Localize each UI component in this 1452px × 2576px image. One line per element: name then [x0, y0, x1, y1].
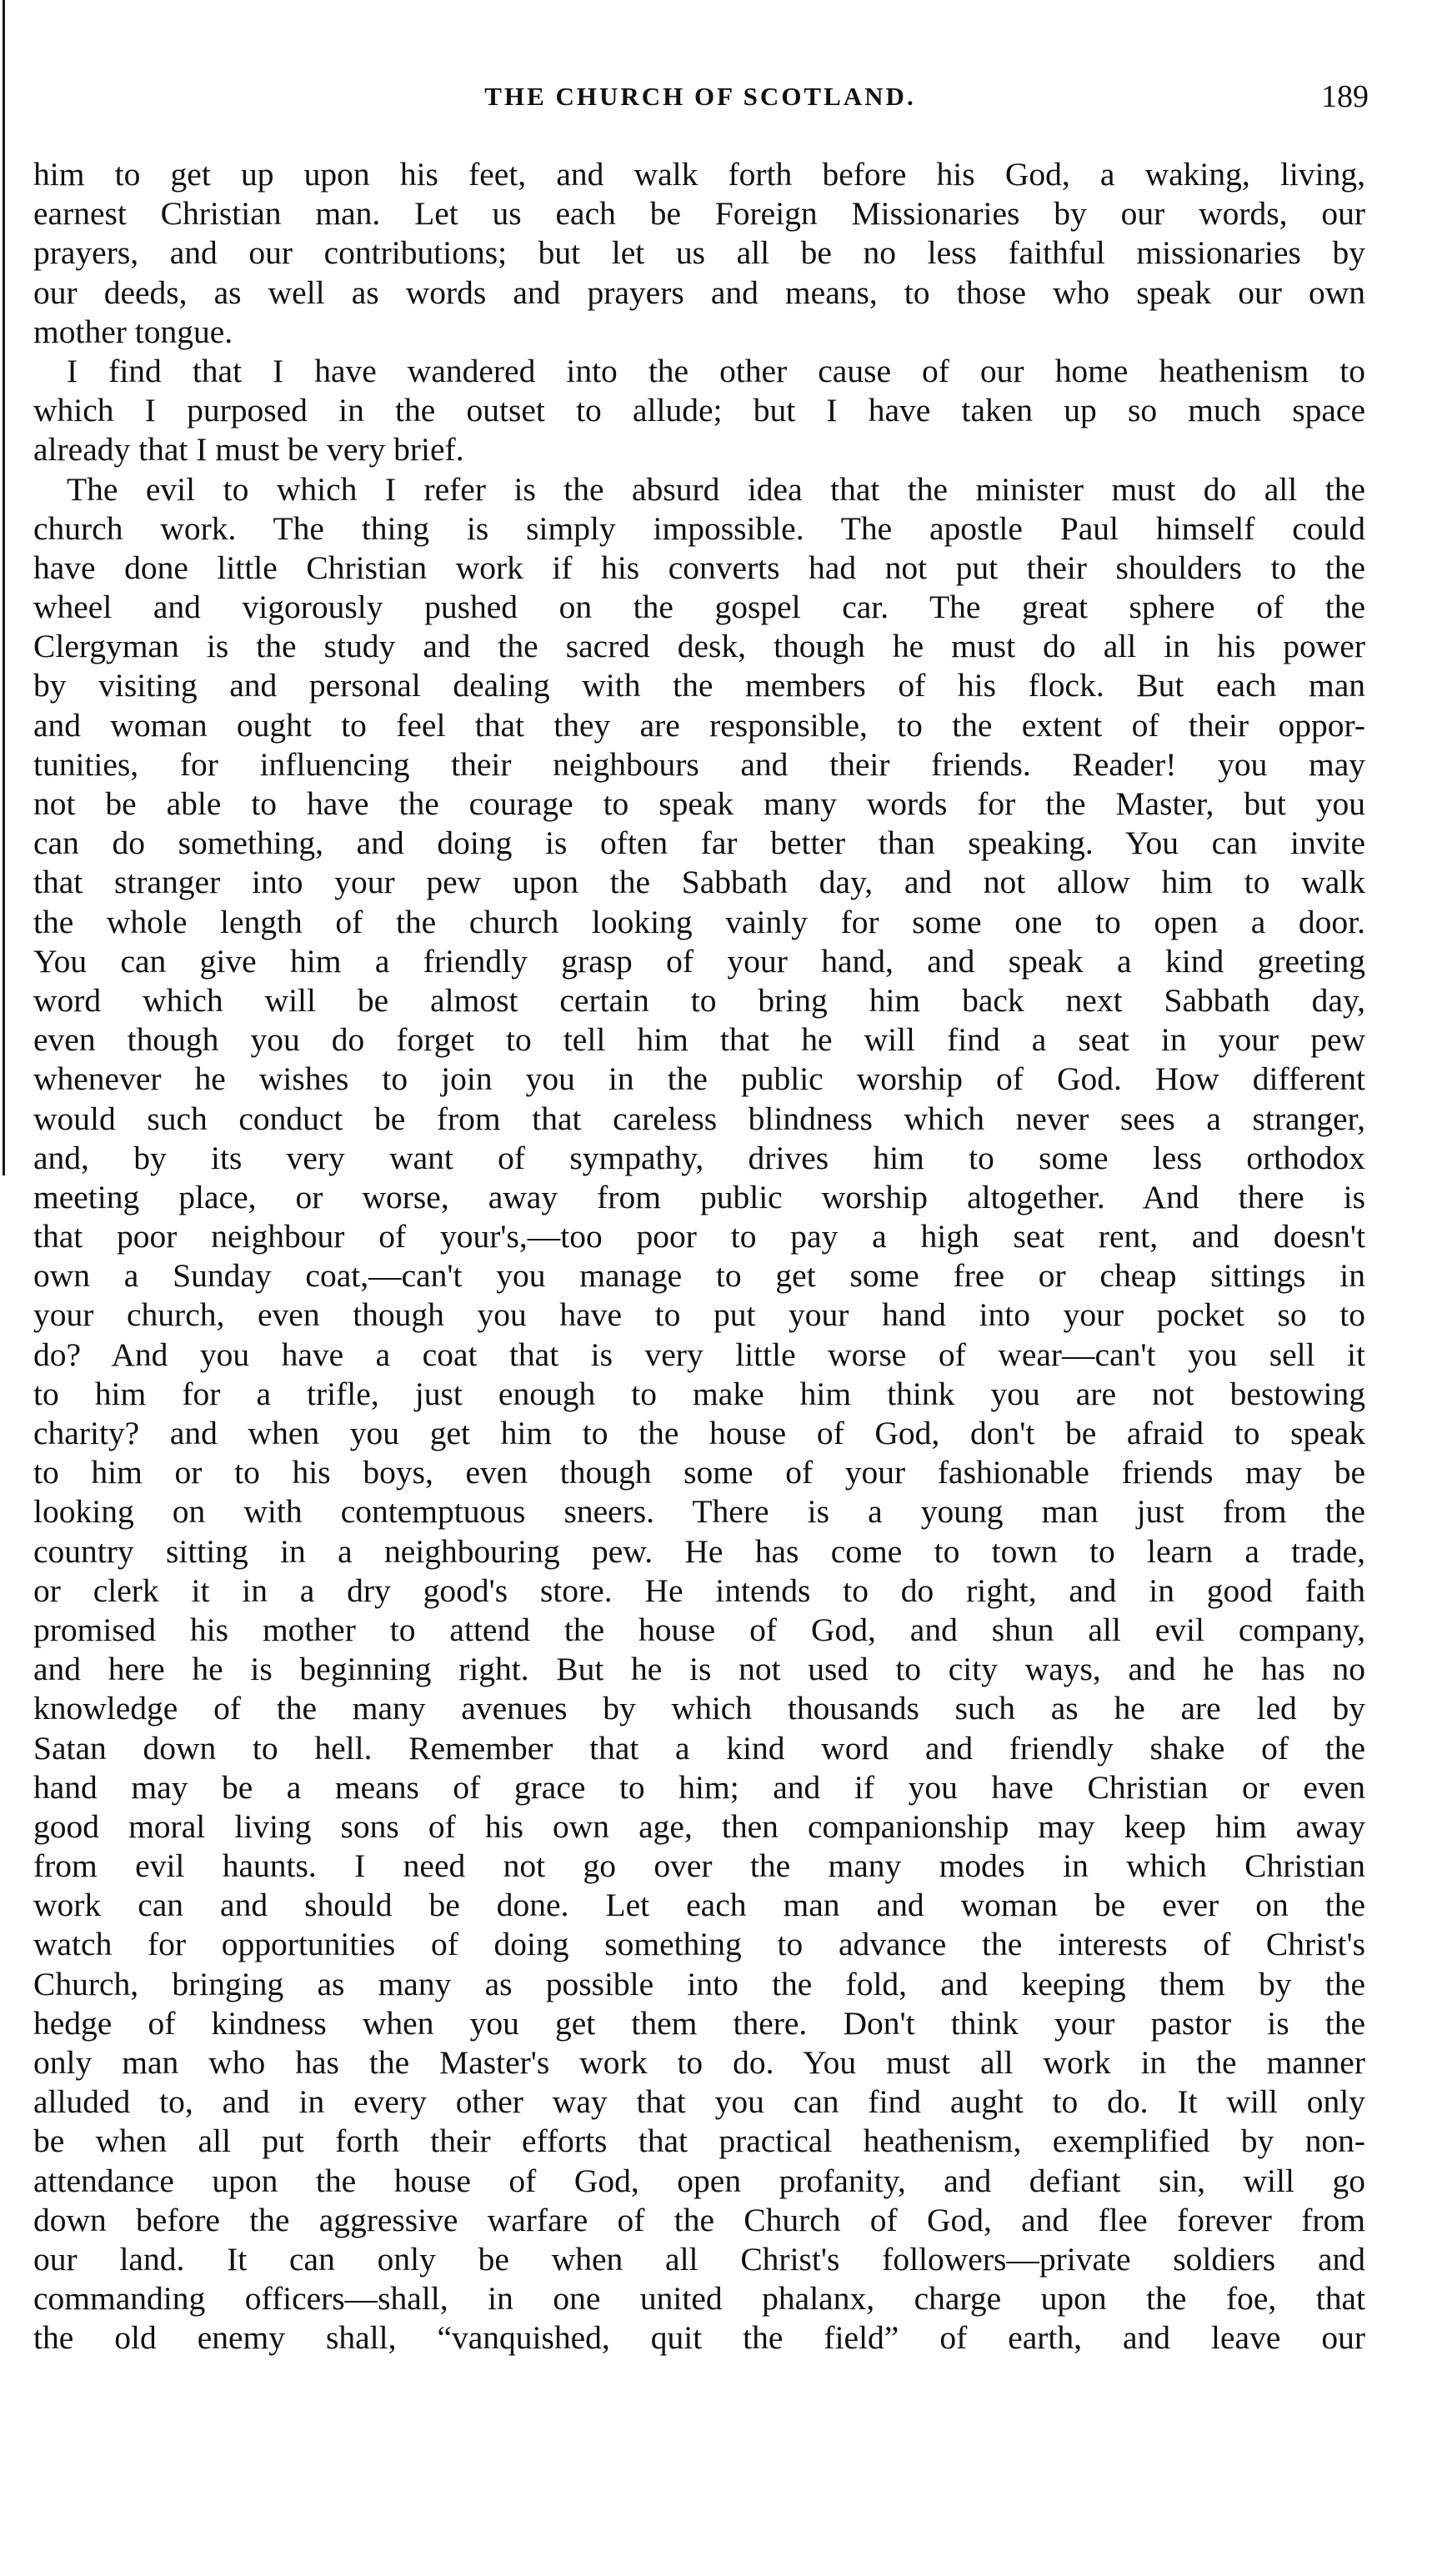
text-line: and here he is beginning right. But he is not used to city ways, and he has no	[33, 1651, 1365, 1688]
text-line: by visiting and personal dealing with the members of his flock. But each man	[33, 667, 1365, 704]
text-line: hedge of kindness when you get them there. Don't think your pastor is the	[33, 2004, 1365, 2042]
text-line: country sitting in a neighbouring pew. He has come to town to learn a trade,	[33, 1532, 1365, 1570]
text-line: earnest Christian man. Let us each be Foreign Missionaries by our words, our	[33, 195, 1365, 233]
text-line: tunities, for influencing their neighbours and their friends. Reader! you may	[33, 745, 1365, 783]
text-line: that poor neighbour of your's,—too poor to pay a high seat rent, and doesn't	[33, 1218, 1365, 1255]
text-line: alluded to, and in every other way that you can find aught to do. It will only	[33, 2083, 1365, 2121]
text-line: which I purposed in the outset to allude; but I have taken up so much space	[33, 392, 1365, 429]
text-line: You can give him a friendly grasp of your hand, and speak a kind greeting	[33, 942, 1365, 980]
body-text	[33, 155, 1365, 2358]
text-line: the old enemy shall, “vanquished, quit the field” of earth, and leave our	[33, 2319, 1365, 2357]
text-line: Satan down to hell. Remember that a kind word and friendly shake of the	[33, 1729, 1365, 1767]
running-title: THE CHURCH OF SCOTLAND.	[484, 82, 916, 111]
text-line: or clerk it in a dry good's store. He intends to do right, and in good faith	[33, 1571, 1365, 1609]
text-line: commanding officers—shall, in one united phalanx, charge upon the foe, that	[33, 2280, 1365, 2318]
text-line: charity? and when you get him to the house of God, don't be afraid to speak	[33, 1415, 1365, 1451]
text-line: promised his mother to attend the house of God, and shun all evil company,	[33, 1611, 1365, 1648]
text-line: be when all put forth their efforts that practical heathenism, exemplified by non-	[33, 2122, 1365, 2160]
text-line: looking on with contemptuous sneers. There is a young man just from the	[33, 1493, 1365, 1531]
text-line: church work. The thing is simply impossible. The apostle Paul himself could	[33, 509, 1365, 547]
text-line: from evil haunts. I need not go over the many modes in which Christian	[33, 1847, 1365, 1885]
text-line: not be able to have the courage to speak many words for the Master, but you	[33, 785, 1365, 822]
text-line: and woman ought to feel that they are responsible, to the extent of their oppor-	[33, 706, 1365, 744]
running-head	[33, 72, 1367, 122]
text-line: Church, bringing as many as possible into the fold, and keeping them by the	[33, 1965, 1365, 2002]
text-line: wheel and vigorously pushed on the gospel car. The great sphere of the	[33, 589, 1365, 626]
text-line: mother tongue.	[33, 313, 233, 350]
text-line: knowledge of the many avenues by which thousands such as he are led by	[33, 1690, 1365, 1727]
text-line: prayers, and our contributions; but let us all be no less faithful missionaries by	[33, 234, 1365, 272]
text-line: even though you do forget to tell him that he will find a seat in your pew	[33, 1021, 1365, 1059]
text-line: own a Sunday coat,—can't you manage to get some free or cheap sittings in	[33, 1257, 1365, 1295]
text-line: word which will be almost certain to bring him back next Sabbath day,	[33, 981, 1365, 1019]
text-line: I find that I have wandered into the other cause of our home heathenism to	[67, 352, 1365, 389]
text-line: to him for a trifle, just enough to make him think you are not bestowing	[33, 1375, 1365, 1412]
text-line: and, by its very want of sympathy, drives him to some less orthodox	[33, 1139, 1365, 1176]
text-line: only man who has the Master's work to do. You must all work in the manner	[33, 2044, 1365, 2081]
text-line: whenever he wishes to join you in the public worship of God. How different	[33, 1060, 1365, 1098]
text-line: attendance upon the house of God, open profanity, and defiant sin, will go	[33, 2162, 1365, 2199]
text-line: do? And you have a coat that is very little worse of wear—can't you sell it	[33, 1336, 1365, 1373]
text-line: can do something, and doing is often far better than speaking. You can invite	[33, 824, 1365, 862]
text-line: work can and should be done. Let each man and woman be ever on the	[33, 1887, 1365, 1924]
left-margin-rule	[3, 0, 5, 1175]
text-line: would such conduct be from that careless blindness which never sees a stranger,	[33, 1100, 1365, 1137]
text-line: our deeds, as well as words and prayers and means, to those who speak our own	[33, 273, 1365, 311]
text-line: have done little Christian work if his converts had not put their shoulders to the	[33, 549, 1365, 586]
text-line: meeting place, or worse, away from public worship altogether. And there is	[33, 1178, 1365, 1215]
text-line: to him or to his boys, even though some of your fashionable friends may be	[33, 1454, 1365, 1491]
text-line: your church, even though you have to put your hand into your pocket so to	[33, 1296, 1365, 1334]
text-line: our land. It can only be when all Christ's followers—private soldiers and	[33, 2240, 1365, 2278]
text-line: down before the aggressive warfare of the Church of God, and flee forever from	[33, 2201, 1365, 2238]
text-line: already that I must be very brief.	[33, 431, 464, 469]
text-line: good moral living sons of his own age, then companionship may keep him away	[33, 1807, 1365, 1845]
text-line: him to get up upon his feet, and walk forth before his God, a waking, living,	[33, 156, 1365, 193]
text-line: watch for opportunities of doing something to advance the interests of Christ's	[33, 1926, 1365, 1963]
text-line: The evil to which I refer is the absurd idea that the minister must do all the	[67, 470, 1365, 508]
page-number: 189	[1321, 79, 1369, 114]
text-line: Clergyman is the study and the sacred desk, though he must do all in his power	[33, 628, 1365, 665]
text-line: the whole length of the church looking vainly for some one to open a door.	[33, 903, 1365, 940]
text-line: hand may be a means of grace to him; and if you have Christian or even	[33, 1768, 1365, 1806]
text-line: that stranger into your pew upon the Sabbath day, and not allow him to walk	[33, 864, 1365, 901]
